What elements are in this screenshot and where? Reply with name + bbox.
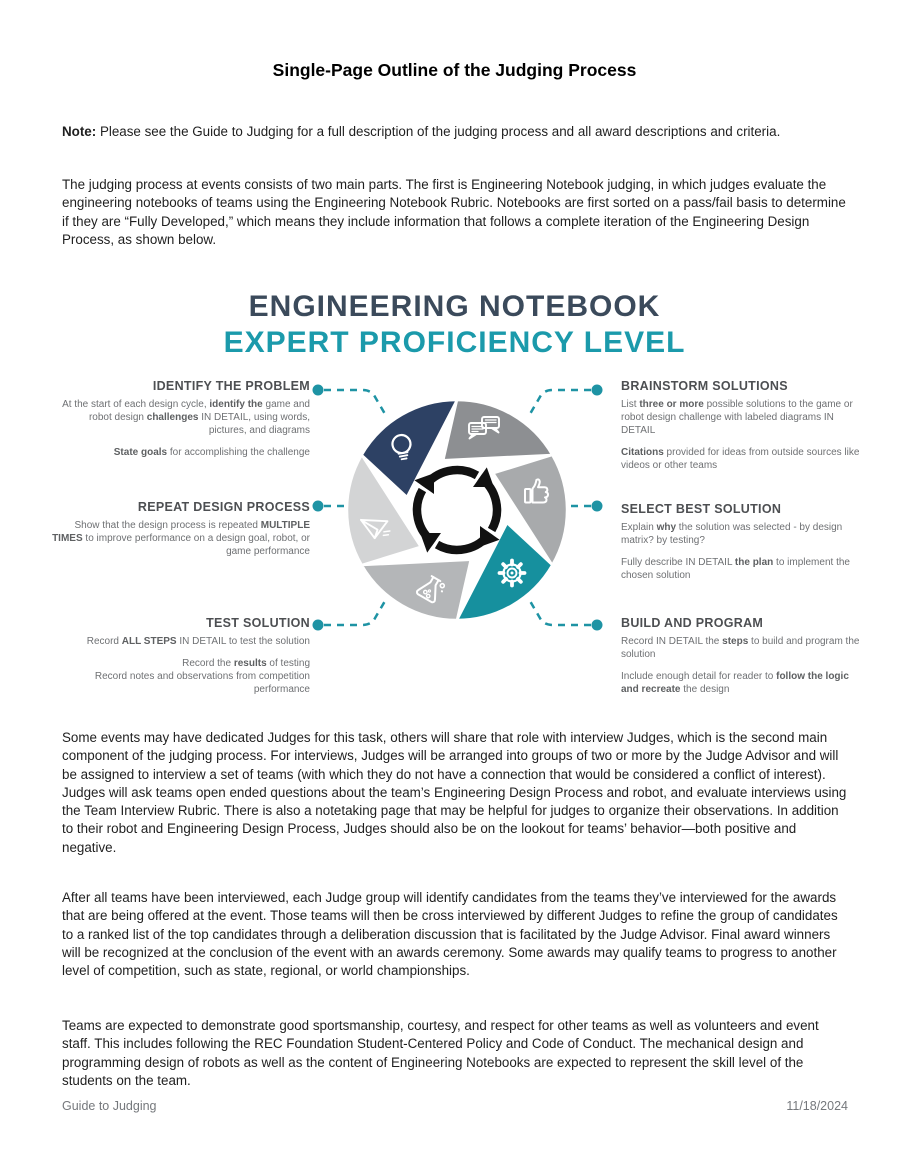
label-paragraph: At the start of each design cycle, identify the game and robot design challenges IN DETAIL, using words, pictures, and diagrams: [62, 399, 310, 436]
label-body: [52, 398, 310, 459]
connector-test: [324, 601, 385, 625]
label-heading: SELECT BEST SOLUTION: [621, 502, 782, 516]
connector-brainstorm: [530, 390, 591, 414]
label-paragraph: State goals for accomplishing the challenge: [113, 447, 310, 458]
gear-icon: [500, 561, 525, 586]
label-paragraph: Record notes and observations from competition performance: [94, 671, 310, 695]
deliberation-paragraph: After all teams have been interviewed, each Judge group will identify candidates from the teams they’ve interviewed for the awards that are being offered at the event. Those teams will then be cross interviewed by different Judges to refine the group of candidates to a ranked list of the top candidates through a deliberation discussion that is facilitated by the Judge Advisor. Final award winners will be recognized at the conclusion of the event with an awards ceremony. Some awards may qualify teams to progress to another level of competition, such as state, regional, or world championships.: [62, 890, 838, 979]
infographic-title-line1: ENGINEERING NOTEBOOK: [248, 290, 661, 323]
label-body: [621, 398, 861, 472]
label-body: [621, 521, 861, 582]
label-body: [621, 635, 861, 696]
connector-dot: [313, 385, 324, 396]
infographic-title-line2: EXPERT PROFICIENCY LEVEL: [223, 326, 686, 359]
label-paragraph: Explain why the solution was selected - by design matrix? by testing?: [621, 522, 843, 546]
page-footer: [62, 1099, 848, 1113]
connector-dot: [313, 501, 324, 512]
label-test-solution: [52, 616, 310, 696]
label-build-and-program: [621, 616, 861, 696]
label-paragraph: List three or more possible solutions to the game or robot design challenge with labeled diagrams IN DETAIL: [621, 399, 853, 436]
label-paragraph: Citations provided for ideas from outside sources like videos or other teams: [621, 447, 860, 471]
cycle-arrows-icon: [414, 467, 499, 552]
label-heading: IDENTIFY THE PROBLEM: [152, 379, 310, 393]
label-body: [52, 519, 310, 558]
page-title: Single-Page Outline of the Judging Process: [272, 60, 637, 80]
connector-dot: [592, 385, 603, 396]
interview-paragraph: Some events may have dedicated Judges for this task, others will share that role with interview Judges, which is the second main component of the judging process. For interviews, Judges will be arranged into groups of two or more by the Judge Advisor and will be assigned to interview a set of teams (with which they do not have a connection that would be considered a conflict of interest). Judges will ask teams open ended questions about the team’s Engineering Design Process and robot, and evaluate interviews using the Team Interview Rubric. There is also a notetaking page that may be helpful for judges to organize their observations. In addition to their robot and Engineering Design Process, Judges should also be on the lookout for teams’ behavior—both positive and negative.: [62, 730, 847, 855]
intro-paragraph: The judging process at events consists of two main parts. The first is Engineering Notebook judging, in which judges evaluate the engineering notebooks of teams using the Engineering Notebook Rubric. Notebooks are first sorted on a pass/fail basis to determine if they are “Fully Developed,” which means they include information that follows a complete iteration of the Engineering Design Process, as shown below.: [62, 177, 846, 247]
label-identify-the-problem: [52, 379, 310, 459]
label-heading: BUILD AND PROGRAM: [621, 616, 764, 630]
conduct-paragraph: Teams are expected to demonstrate good sportsmanship, courtesy, and respect for other teams as well as volunteers and event staff. This includes following the REC Foundation Student-Centered Policy and Code of Conduct. The mechanical design and programming design of robots as well as the content of Engineering Notebooks are expected to represent the skill level of the students on the team.: [62, 1018, 819, 1088]
label-heading: REPEAT DESIGN PROCESS: [137, 500, 310, 514]
label-select-best-solution: [621, 502, 861, 582]
label-heading: TEST SOLUTION: [206, 616, 310, 630]
label-heading: BRAINSTORM SOLUTIONS: [621, 379, 788, 393]
label-repeat-design-process: [52, 500, 310, 558]
connector-dot: [592, 620, 603, 631]
label-paragraph: Fully describe IN DETAIL the plan to implement the chosen solution: [621, 557, 850, 581]
label-paragraph: Record IN DETAIL the steps to build and program the solution: [621, 636, 860, 660]
connector-build: [530, 601, 591, 625]
connector-dot: [313, 620, 324, 631]
connector-dot: [592, 501, 603, 512]
label-paragraph: Include enough detail for reader to follow the logic and recreate the design: [621, 671, 849, 695]
footer-date: 11/18/2024: [786, 1099, 848, 1113]
footer-document-name: Guide to Judging: [62, 1099, 157, 1113]
note-paragraph: Note: Please see the Guide to Judging for a full description of the judging process and all award descriptions and criteria.: [62, 124, 781, 139]
connector-identify: [324, 390, 385, 414]
label-paragraph: Show that the design process is repeated MULTIPLE TIMES to improve performance on a design goal, robot, or game performance: [52, 520, 310, 557]
label-paragraph: Record the results of testing: [182, 658, 310, 669]
label-paragraph: Record ALL STEPS IN DETAIL to test the solution: [86, 636, 310, 647]
label-brainstorm-solutions: [621, 379, 861, 472]
label-body: [52, 635, 310, 696]
shutter-blades: [314, 373, 600, 648]
